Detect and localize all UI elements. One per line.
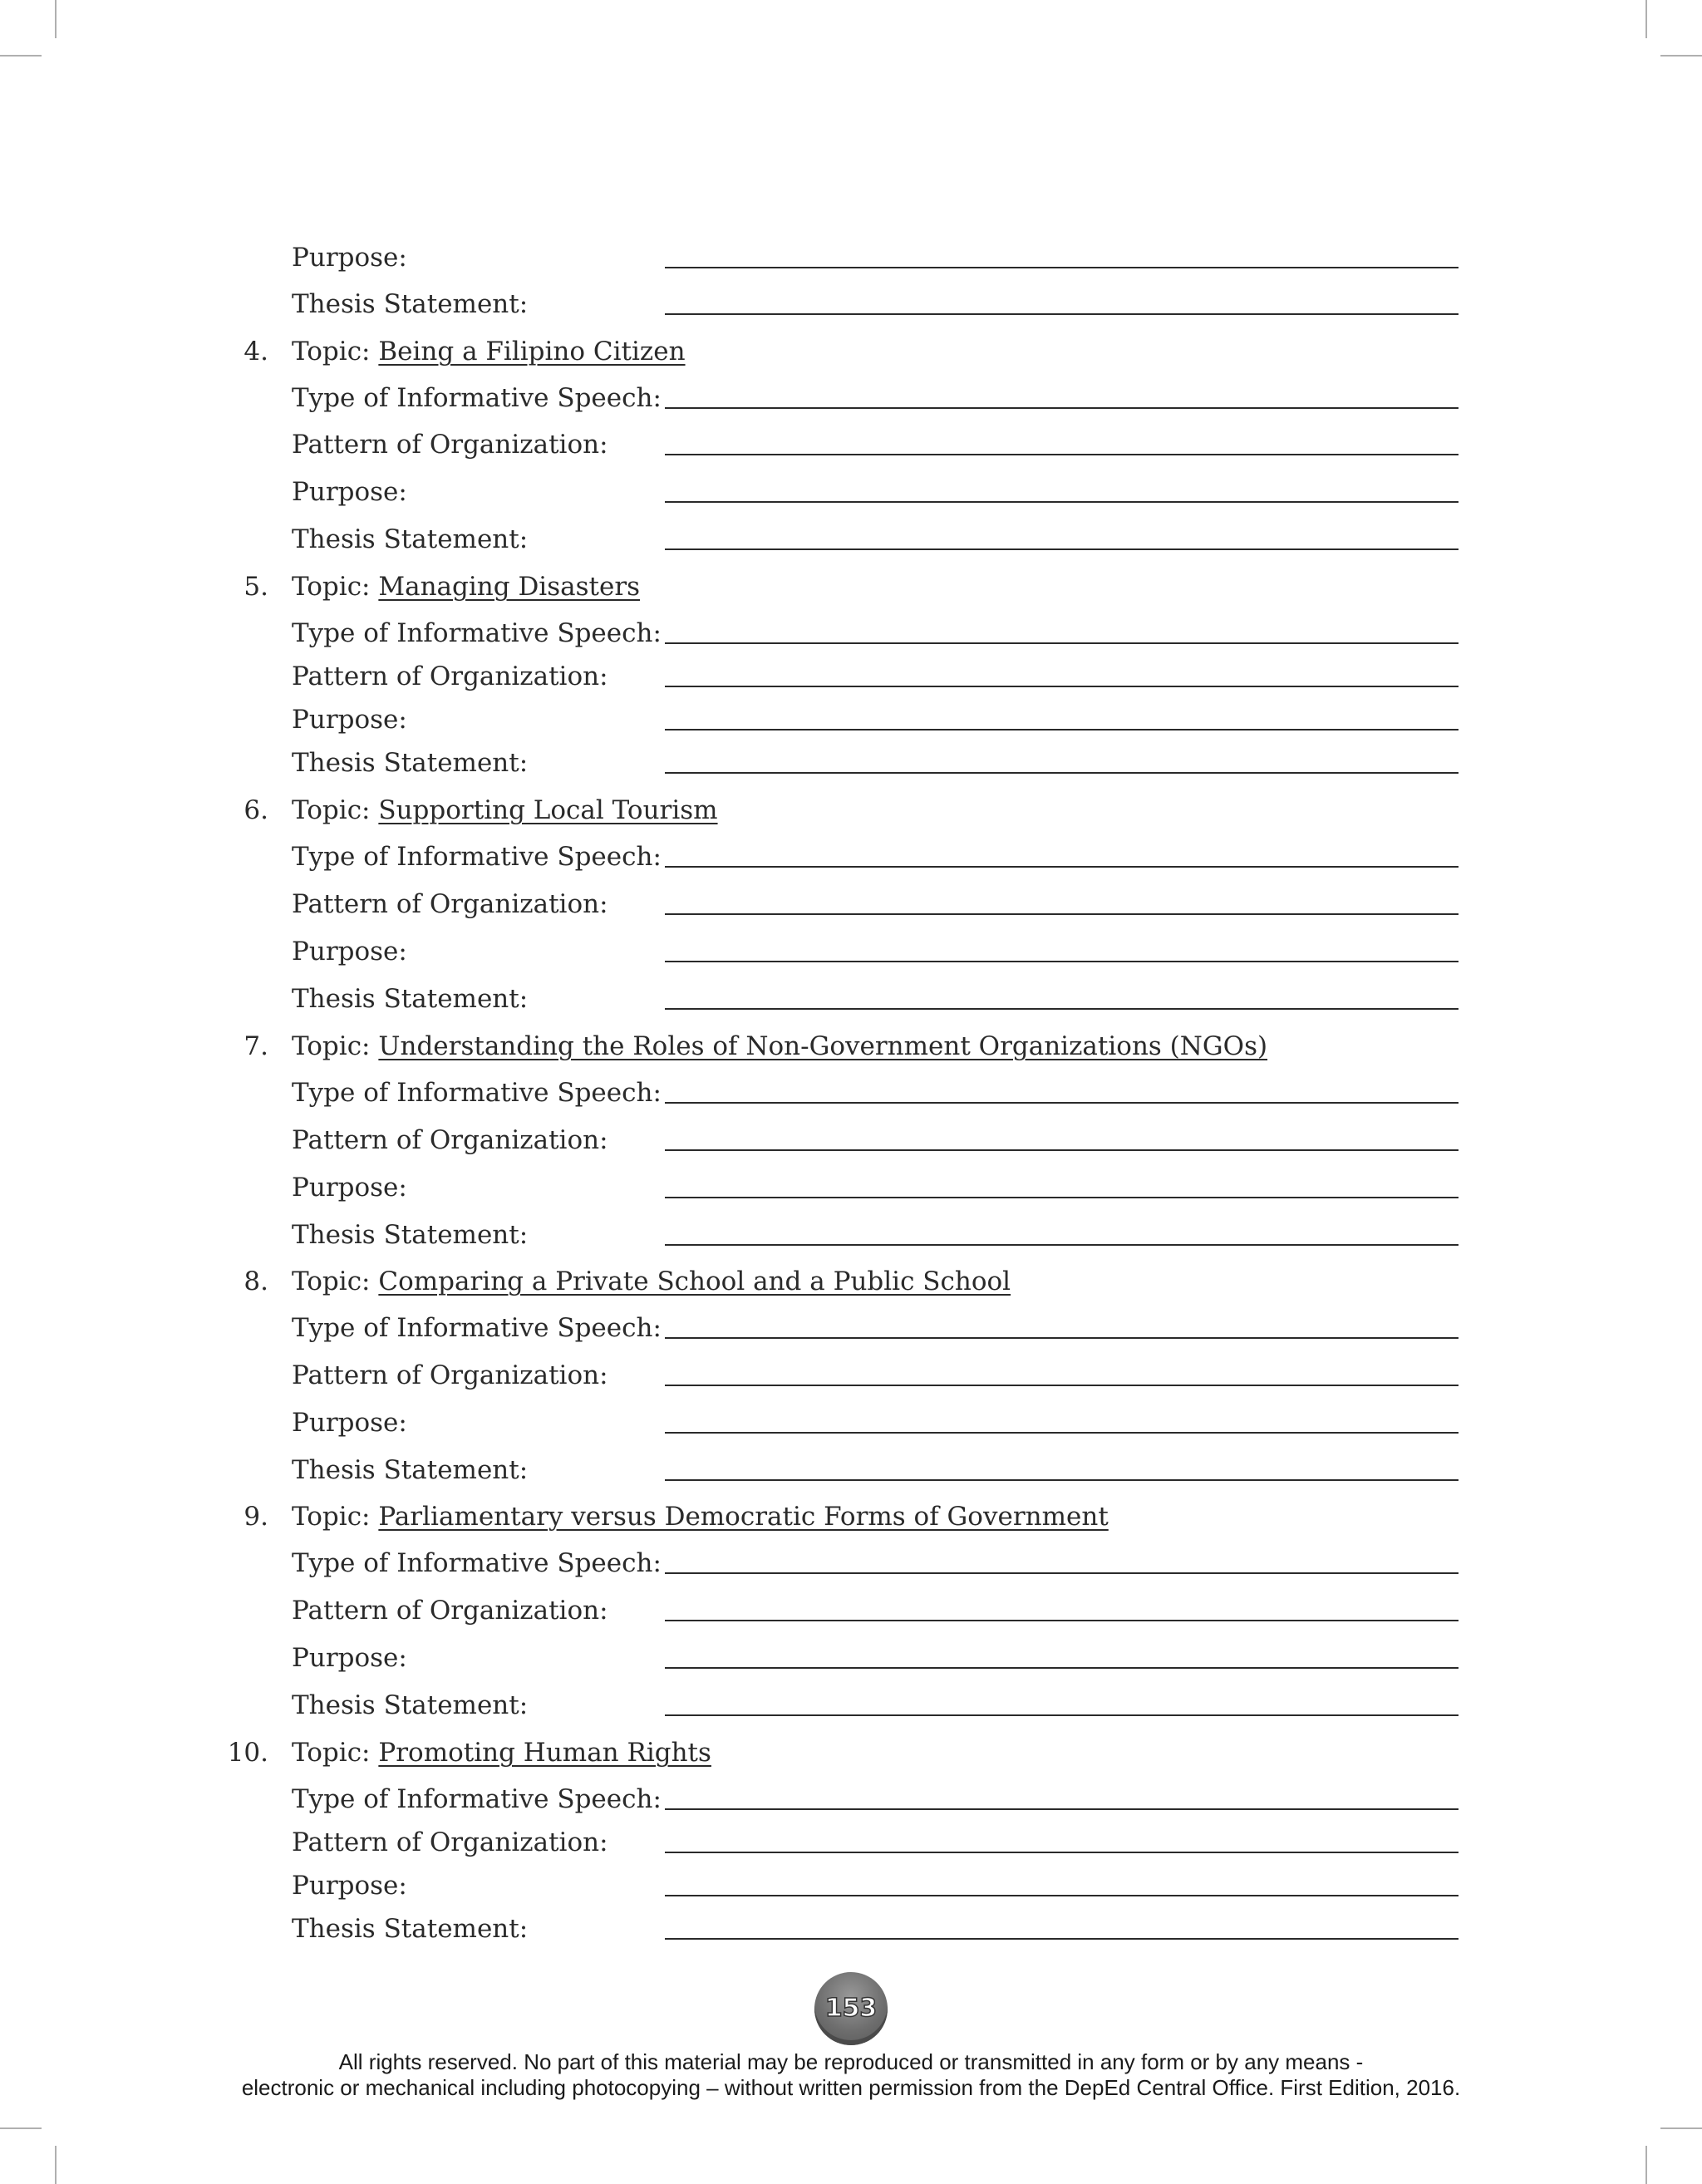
field-row-purpose-5 [0,703,1702,736]
item-number: 4. [243,337,268,366]
crop-mark-bottom-left [55,2146,57,2184]
pattern-answer-line[interactable] [665,1852,1459,1853]
field-row-pattern-4 [0,428,1702,461]
crop-mark-top-right-h [1660,55,1702,57]
type-answer-line[interactable] [665,642,1459,644]
item-number: 5. [243,572,268,602]
topic-title: Managing Disasters [378,572,641,602]
purpose-label: Purpose: [292,1871,407,1901]
thesis-answer-line[interactable] [665,1479,1459,1481]
field-row-type-8 [0,1311,1702,1345]
type-label: Type of Informative Speech: [292,1784,662,1814]
thesis-answer-line[interactable] [665,1714,1459,1716]
field-row-purpose-8 [0,1406,1702,1439]
footer-line-2: electronic or mechanical including photocopying – without written permission from the DepEd Central Office. First Edition, 2016. [241,2075,1461,2100]
purpose-label: Purpose: [292,937,407,967]
pattern-answer-line[interactable] [665,1149,1459,1151]
topic-line [292,1500,1109,1533]
purpose-label: Purpose: [292,1173,407,1203]
thesis-answer-line[interactable] [665,548,1459,550]
pattern-label: Pattern of Organization: [292,662,608,691]
topic-heading [0,1736,1702,1769]
field-row-purpose-6 [0,935,1702,968]
crop-mark-top-left-h [0,55,42,57]
thesis-answer-line[interactable] [665,772,1459,774]
topic-heading [0,570,1702,603]
purpose-answer-line[interactable] [665,501,1459,503]
topic-title: Comparing a Private School and a Public School [378,1267,1011,1296]
field-row-purpose-carryover [0,241,1702,274]
topic-prefix: Topic: [292,1267,379,1296]
pattern-label: Pattern of Organization: [292,1360,608,1390]
type-label: Type of Informative Speech: [292,842,662,872]
field-row-pattern-5 [0,660,1702,693]
field-row-purpose-9 [0,1641,1702,1675]
topic-line [292,1265,1011,1298]
crop-mark-top-right [1645,0,1647,38]
purpose-answer-line[interactable] [665,267,1459,268]
topic-prefix: Topic: [292,795,379,825]
topic-heading [0,1265,1702,1298]
topic-title: Parliamentary versus Democratic Forms of Government [378,1502,1109,1532]
thesis-label: Thesis Statement: [292,1220,529,1250]
crop-mark-bottom-right-h [1660,2127,1702,2129]
pattern-label: Pattern of Organization: [292,889,608,919]
type-answer-line[interactable] [665,1337,1459,1339]
type-label: Type of Informative Speech: [292,1548,662,1578]
thesis-label: Thesis Statement: [292,1914,529,1944]
field-row-type-10 [0,1783,1702,1816]
field-row-type-9 [0,1547,1702,1580]
page-number: 153 [824,1994,878,2023]
topic-prefix: Topic: [292,1738,379,1768]
purpose-answer-line[interactable] [665,1197,1459,1198]
pattern-answer-line[interactable] [665,1620,1459,1621]
topic-heading [0,335,1702,368]
pattern-label: Pattern of Organization: [292,1827,608,1857]
field-row-pattern-6 [0,888,1702,921]
copyright-footer [0,2049,1702,2101]
crop-mark-bottom-left-h [0,2127,42,2129]
field-row-type-5 [0,617,1702,650]
pattern-label: Pattern of Organization: [292,1125,608,1155]
topic-heading [0,794,1702,827]
field-row-thesis-4 [0,523,1702,556]
topic-title: Supporting Local Tourism [378,795,718,825]
thesis-answer-line[interactable] [665,313,1459,315]
purpose-label: Purpose: [292,705,407,735]
pattern-answer-line[interactable] [665,913,1459,915]
type-label: Type of Informative Speech: [292,383,662,413]
thesis-label: Thesis Statement: [292,1690,529,1720]
pattern-answer-line[interactable] [665,1385,1459,1386]
field-row-thesis-7 [0,1218,1702,1252]
field-row-pattern-8 [0,1359,1702,1392]
topic-line [292,1030,1267,1063]
purpose-label: Purpose: [292,1643,407,1673]
purpose-label: Purpose: [292,477,407,507]
footer-line-1: All rights reserved. No part of this material may be reproduced or transmitted in any form or by any means - [338,2049,1364,2074]
field-row-type-4 [0,381,1702,415]
purpose-answer-line[interactable] [665,729,1459,730]
field-row-type-6 [0,840,1702,873]
thesis-label: Thesis Statement: [292,1455,529,1485]
pattern-answer-line[interactable] [665,454,1459,455]
topic-title: Being a Filipino Citizen [378,337,686,366]
item-number: 6. [243,795,268,825]
type-label: Type of Informative Speech: [292,1313,662,1343]
topic-prefix: Topic: [292,337,379,366]
purpose-answer-line[interactable] [665,1895,1459,1896]
type-label: Type of Informative Speech: [292,618,662,648]
field-row-purpose-10 [0,1869,1702,1902]
thesis-label: Thesis Statement: [292,748,529,778]
type-answer-line[interactable] [665,1808,1459,1810]
field-row-pattern-10 [0,1826,1702,1859]
topic-title: Understanding the Roles of Non-Government Organizations (NGOs) [378,1031,1268,1061]
purpose-answer-line[interactable] [665,1432,1459,1434]
thesis-label: Thesis Statement: [292,984,529,1014]
crop-mark-top-left [55,0,57,38]
purpose-answer-line[interactable] [665,961,1459,962]
topic-line [292,570,640,603]
topic-prefix: Topic: [292,1502,379,1532]
field-row-thesis-5 [0,746,1702,780]
thesis-label: Thesis Statement: [292,289,529,319]
field-row-thesis-carryover [0,288,1702,321]
type-answer-line[interactable] [665,1102,1459,1104]
topic-prefix: Topic: [292,1031,379,1061]
purpose-label: Purpose: [292,243,407,273]
topic-title: Promoting Human Rights [378,1738,711,1768]
topic-prefix: Topic: [292,572,379,602]
type-answer-line[interactable] [665,407,1459,409]
page-number-badge [814,1972,888,2045]
thesis-answer-line[interactable] [665,1938,1459,1940]
topic-line [292,794,718,827]
topic-line [292,335,686,368]
pattern-label: Pattern of Organization: [292,430,608,460]
field-row-pattern-7 [0,1124,1702,1157]
item-number: 9. [243,1502,268,1532]
field-row-purpose-7 [0,1171,1702,1204]
purpose-answer-line[interactable] [665,1667,1459,1669]
item-number: 10. [227,1738,268,1768]
topic-line [292,1736,711,1769]
field-row-pattern-9 [0,1594,1702,1627]
item-number: 7. [243,1031,268,1061]
type-answer-line[interactable] [665,866,1459,868]
item-number: 8. [243,1267,268,1296]
crop-mark-bottom-right [1645,2146,1647,2184]
field-row-thesis-8 [0,1454,1702,1487]
topic-heading [0,1030,1702,1063]
field-row-thesis-6 [0,982,1702,1016]
field-row-purpose-4 [0,475,1702,509]
thesis-answer-line[interactable] [665,1008,1459,1010]
type-answer-line[interactable] [665,1572,1459,1574]
thesis-answer-line[interactable] [665,1244,1459,1246]
pattern-answer-line[interactable] [665,686,1459,687]
field-row-type-7 [0,1076,1702,1109]
topic-heading [0,1500,1702,1533]
purpose-label: Purpose: [292,1408,407,1438]
type-label: Type of Informative Speech: [292,1078,662,1108]
thesis-label: Thesis Statement: [292,524,529,554]
field-row-thesis-9 [0,1689,1702,1722]
pattern-label: Pattern of Organization: [292,1596,608,1626]
field-row-thesis-10 [0,1912,1702,1945]
